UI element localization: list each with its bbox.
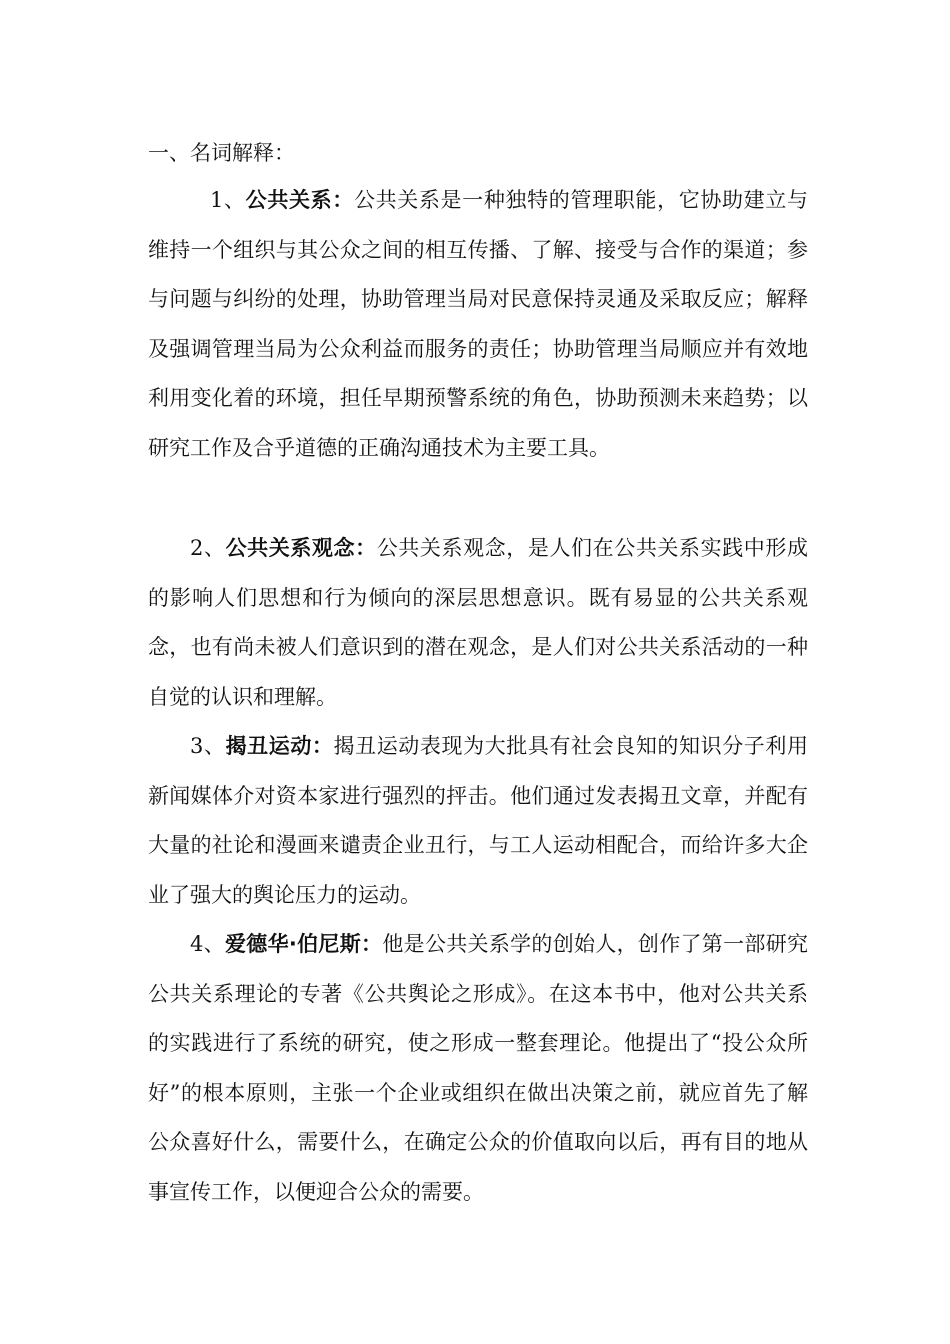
definition-entry-public-relations xyxy=(148,176,808,473)
definition-entry-edward-bernays xyxy=(148,920,808,1217)
definition-entry-pr-concept xyxy=(148,524,808,722)
entry-number: 4、 xyxy=(190,932,225,956)
entry-number: 2、 xyxy=(190,536,226,560)
definition-entry-muckraking xyxy=(148,722,808,920)
entry-text: 他是公共关系学的创始人，创作了第一部研究公共关系理论的专著《公共舆论之形成》。在这本书中，他对公共关系的实践进行了系统的研究，使之形成一整套理论。他提出了“投公众所好”的根本原则，主张一个企业或组织在做出决策之前，就应首先了解公众喜好什么，需要什么，在确定公众的价值取向以后，再有目的地从事宣传工作，以便迎合公众的需要。 xyxy=(148,932,809,1204)
entry-term: 揭丑运动： xyxy=(225,734,334,758)
entry-text: 公共关系是一种独特的管理职能，它协助建立与维持一个组织与其公众之间的相互传播、了解、接受与合作的渠道；参与问题与纠纷的处理，协助管理当局对民意保持灵通及采取反应；解释及强调管理当局为公众利益而服务的责任；协助管理当局顺应并有效地利用变化着的环境，担任早期预警系统的角色，协助预测未来趋势；以研究工作及合乎道德的正确沟通技术为主要工具。 xyxy=(148,188,808,460)
entry-term: 公共关系观念： xyxy=(225,536,377,560)
entry-text: 公共关系观念，是人们在公共关系实践中形成的影响人们思想和行为倾向的深层思想意识。既有易显的公共关系观念，也有尚未被人们意识到的潜在观念，是人们对公共关系活动的一种自觉的认识和理解。 xyxy=(148,536,808,709)
section-title: 一、名词解释： xyxy=(148,141,295,165)
entry-term: 公共关系： xyxy=(245,188,354,212)
entry-text: 揭丑运动表现为大批具有社会良知的知识分子利用新闻媒体介对资本家进行强烈的抨击。他们通过发表揭丑文章，并配有大量的社论和漫画来谴责企业丑行，与工人运动相配合，而给许多大企业了强大的舆论压力的运动。 xyxy=(148,734,808,907)
entry-number: 3、 xyxy=(190,734,226,758)
entry-term: 爱德华·伯尼斯： xyxy=(224,932,383,956)
entry-number: 1、 xyxy=(210,188,246,212)
